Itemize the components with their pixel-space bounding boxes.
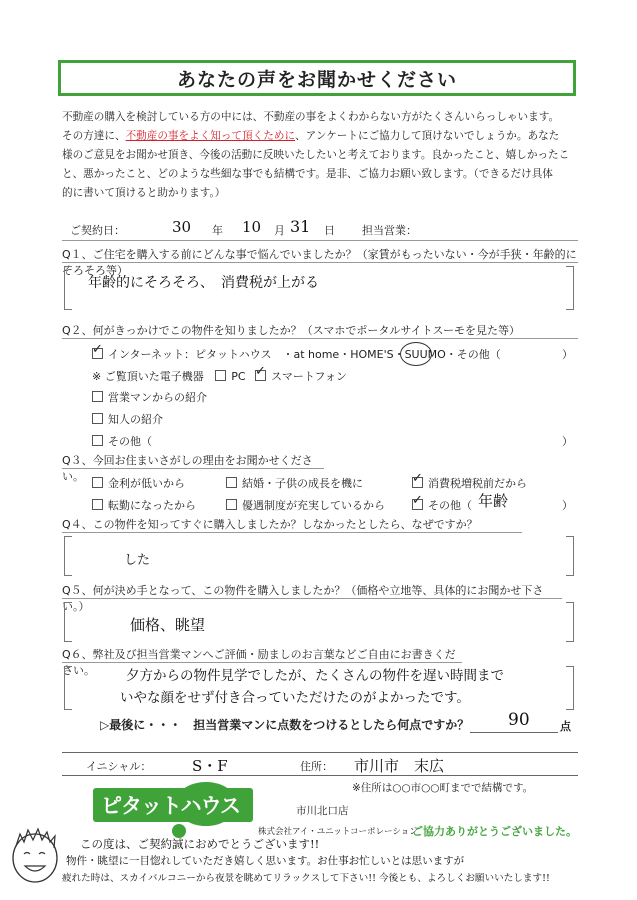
day-unit: 日 (324, 224, 335, 237)
q3-option-3[interactable]: ✓ 消費税増税前だから (412, 475, 527, 491)
q2-option-other[interactable]: その他（ (92, 433, 152, 449)
q1-question: Q１、ご住宅を購入する前にどんな事で悩んでいましたか？（家賃がもったいない・今が手狭・年齢的にそろそろ等） (62, 248, 577, 277)
branch-name: 市川北口店 (296, 805, 349, 817)
q4-bracket-right (566, 536, 574, 576)
initials-row (62, 752, 578, 776)
checkbox-checked-icon[interactable] (412, 499, 423, 510)
q2-option-internet[interactable]: ✓インターネット：ピタットハウス ・at home・HOME'S・SUUMO・その他（ (92, 346, 501, 362)
contract-month: 10 (242, 218, 262, 236)
q2-close-paren: ） (562, 348, 573, 361)
checkbox-icon[interactable] (226, 477, 237, 488)
q5-question: Q５、何が決め手となって、この物件を購入しましたか？（価格や立地等、具体的にお聞かせ下さい。） (62, 582, 562, 599)
suumo-circle-mark (400, 342, 432, 366)
intro-line-2: その方達に、不動産の事をよく知って頂くために、アンケートにご協力して頂けないでしょうか。あなた (62, 130, 560, 142)
staff-message-line-1: この度は、ご契約誠におめでとうございます!! (80, 837, 320, 851)
q4-answer: した (124, 553, 151, 568)
q6-answer-line-2: いやな顔をせず付き合っていただけたのがよかったです。 (120, 690, 470, 706)
address-note: ※住所は○○市○○町までで結構です。 (352, 782, 534, 794)
q2-option-staff[interactable]: 営業マンからの紹介 (92, 389, 207, 405)
checkbox-phone-icon[interactable] (255, 370, 266, 381)
pitat-house-logo: ピタットハウス (93, 788, 253, 822)
checkbox-checked-icon[interactable] (412, 477, 423, 488)
q3-option-4[interactable]: 転勤になったから (92, 497, 196, 513)
q4-question: Q４、この物件を知ってすぐに購入しましたか？しなかったとしたら、なぜですか？ (62, 516, 522, 533)
intro-line-1: 不動産の購入を検討している方の中には、不動産の事をよくわからない方がたくさんいらっしゃいます。 (62, 111, 560, 123)
initials-value: S・F (192, 757, 228, 775)
corporation-name: 株式会社アイ・ユニットコーポレーション (258, 827, 418, 837)
q4-bracket-left (64, 536, 72, 576)
survey-title: あなたの声をお聞かせください (58, 60, 576, 96)
q5-bracket-right (566, 602, 574, 642)
score-line (470, 732, 558, 733)
contract-label: ご契約日： (70, 224, 125, 237)
intro-highlight: 不動産の事をよく知って頂くために (125, 130, 296, 142)
q2-question: Q２、何がきっかけでこの物件を知りましたか？（スマホでポータルサイトスーモを見た等） (62, 322, 578, 339)
checkbox-icon[interactable] (92, 477, 103, 488)
contract-year: 30 (172, 218, 192, 236)
q3-other-answer: 年齢 (478, 492, 509, 510)
q1-answer: 年齢的にそろそろ、 消費税が上がる (88, 275, 319, 291)
q5-bracket-left (64, 602, 72, 642)
initials-label: イニシャル： (86, 760, 152, 773)
checkbox-icon[interactable] (92, 413, 103, 424)
address-label: 住所： (300, 760, 333, 773)
thanks-message: ご協力ありがとうございました。 (412, 825, 577, 838)
year-unit: 年 (212, 224, 223, 237)
contract-date-row (62, 217, 578, 241)
q1-bracket-left (64, 266, 72, 310)
intro-line-4: と、悪かったこと、どのような些細な事でも結構です。是非、ご協力お願い致します。（できるだけ具体 (62, 168, 553, 180)
intro-line-3: 様のご意見をお聞かせ頂き、今後の活動に反映いたしたいと考えております。良かったこと、嬉しかったこ (62, 149, 570, 161)
q2-option-friend[interactable]: 知人の紹介 (92, 411, 163, 427)
q3-question: Q３、今回お住まいさがしの理由をお聞かせください。 (62, 452, 324, 469)
q2-device-row: ※ ご覧頂いた電子機器 PC ✓ スマートフォン (92, 368, 347, 384)
checkbox-icon[interactable] (226, 499, 237, 510)
staff-label: 担当営業： (362, 224, 417, 237)
q2-other-close-paren: ） (562, 435, 573, 448)
smiley-face-icon (8, 824, 62, 886)
q5-answer: 価格、眺望 (130, 616, 206, 634)
q6-bracket-right (566, 666, 574, 710)
month-unit: 月 (274, 224, 285, 237)
checkbox-pc-icon[interactable] (215, 370, 226, 381)
staff-message-line-2: 物件・眺望に一目惚れしていただき嬉しく思います。お仕事お忙しいとは思いますが (66, 855, 465, 867)
q3-close-paren: ） (562, 499, 573, 512)
checkbox-checked-icon[interactable] (92, 348, 103, 359)
q1-bracket-right (566, 266, 574, 310)
q3-option-1[interactable]: 金利が低いから (92, 475, 185, 491)
q6-question: Q６、弊社及び担当営業マンへご評価・励ましのお言葉などご自由にお書きください。 (62, 646, 462, 663)
checkbox-icon[interactable] (92, 499, 103, 510)
score-unit: 点 (560, 720, 571, 733)
address-value: 市川市 末広 (354, 757, 445, 775)
intro-line-5: 的に書いて頂けると助かります。） (62, 187, 226, 199)
checkbox-icon[interactable] (92, 391, 103, 402)
checkbox-icon[interactable] (92, 435, 103, 446)
score-value: 90 (508, 710, 530, 730)
q6-bracket-left (64, 666, 72, 710)
intro-text (62, 108, 582, 203)
staff-message-line-3: 疲れた時は、スカイバルコニーから夜景を眺めてリラックスして下さい!! 今後とも、よろしくお願いいたします!! (62, 873, 550, 884)
q6-answer-line-1: 夕方からの物件見学でしたが、たくさんの物件を遅い時間まで (126, 668, 504, 684)
q3-option-5[interactable]: 優遇制度が充実しているから (226, 497, 385, 513)
contract-day: 31 (290, 217, 311, 236)
score-prompt: ▷最後に・・・ 担当営業マンに点数をつけるとしたら何点ですか？ (100, 718, 470, 732)
q3-option-2[interactable]: 結婚・子供の成長を機に (226, 475, 363, 491)
q3-option-6[interactable]: ✓ その他（ (412, 497, 472, 513)
